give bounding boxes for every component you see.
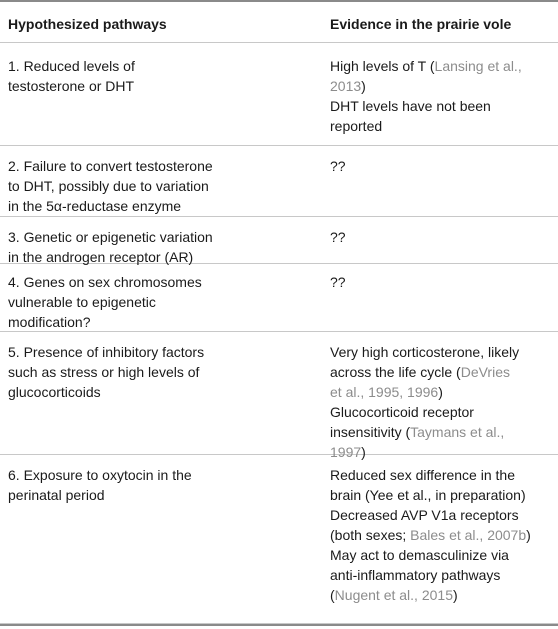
pathway-text: 3. Genetic or epigenetic variation [8,229,213,245]
evidence-line [330,485,552,505]
evidence-line [330,156,552,176]
header-row [0,2,558,43]
evidence-text: ) [361,78,366,94]
evidence-text: brain (Yee et al., in preparation) [330,487,526,503]
evidence-text: Decreased AVP V1a receptors [330,507,519,523]
evidence-cell [330,342,552,462]
evidence-line [330,76,552,96]
pathway-text: perinatal period [8,487,105,503]
evidence-text: High levels of T ( [330,58,435,74]
pathway-cell [8,342,308,402]
pathway-text: in the 5α-reductase enzyme [8,198,182,214]
evidence-text: (both sexes; [330,527,411,543]
evidence-text: ) [526,527,531,543]
evidence-line [330,272,552,292]
pathway-text: in the androgen receptor (AR) [8,249,194,265]
evidence-text: insensitivity ( [330,424,411,440]
evidence-text: May act to demasculinize via [330,547,509,563]
evidence-line [330,382,552,402]
evidence-line [330,227,552,247]
evidence-text: anti-inflammatory pathways [330,567,501,583]
evidence-line [330,565,552,585]
evidence-line [330,402,552,422]
pathway-text: vulnerable to epigenetic [8,294,156,310]
pathway-text: such as stress or high levels of [8,364,200,380]
evidence-line [330,342,552,362]
evidence-text: ?? [330,158,346,174]
evidence-line [330,585,552,605]
evidence-cell [330,56,552,136]
citation-link[interactable]: 2013 [330,78,362,94]
pathway-text: 1. Reduced levels of [8,58,135,74]
evidence-line [330,96,552,116]
evidence-line [330,525,552,545]
evidence-text: ?? [330,229,346,245]
evidence-text: ) [361,444,366,460]
evidence-line [330,116,552,136]
evidence-text: across the life cycle ( [330,364,461,380]
pathway-text: testosterone or DHT [8,78,135,94]
pathway-text: 4. Genes on sex chromosomes [8,274,202,290]
pathway-text: 5. Presence of inhibitory factors [8,344,205,360]
pathway-text: modification? [8,314,91,330]
pathway-cell [8,56,308,96]
evidence-text: ) [438,384,443,400]
evidence-text: reported [330,118,383,134]
evidence-text: ) [452,587,458,603]
pathway-text: 6. Exposure to oxytocin in the [8,467,192,483]
evidence-line [330,505,552,525]
pathway-text: glucocorticoids [8,384,101,400]
evidence-text: DHT levels have not been [330,98,491,114]
evidence-cell [330,227,552,247]
citation-link[interactable]: Lansing et al., [434,58,522,74]
evidence-line [330,56,552,76]
bottom-rule [0,624,558,626]
citation-link[interactable]: DeVries [460,364,510,380]
evidence-text: ?? [330,274,346,290]
evidence-line [330,545,552,565]
pathway-cell [8,272,308,332]
pathway-text: to DHT, possibly due to variation [8,178,209,194]
pathway-text: 2. Failure to convert testosterone [8,158,213,174]
evidence-text: Reduced sex difference in the [330,467,515,483]
citation-link[interactable]: Bales et al., 2007b [410,527,527,543]
evidence-cell [330,465,552,605]
evidence-text: Very high corticosterone, likely [330,344,520,360]
pathway-cell [8,227,308,267]
evidence-cell [330,156,552,176]
header-evidence: Evidence in the prairie vole [330,16,512,32]
evidence-text: Glucocorticoid receptor [330,404,474,420]
evidence-line [330,422,552,442]
header-pathways: Hypothesized pathways [8,16,167,32]
evidence-line [330,465,552,485]
citation-link[interactable]: Taymans et al., [410,424,505,440]
evidence-text: ( [330,587,335,603]
citation-link[interactable]: et al., 1995, 1996 [330,384,439,400]
pathway-cell [8,156,308,216]
evidence-cell [330,272,552,292]
pathway-cell [8,465,308,505]
evidence-line [330,442,552,462]
citation-link[interactable]: 1997 [330,444,362,460]
evidence-line [330,362,552,382]
citation-link[interactable]: Nugent et al., 2015 [334,587,453,603]
